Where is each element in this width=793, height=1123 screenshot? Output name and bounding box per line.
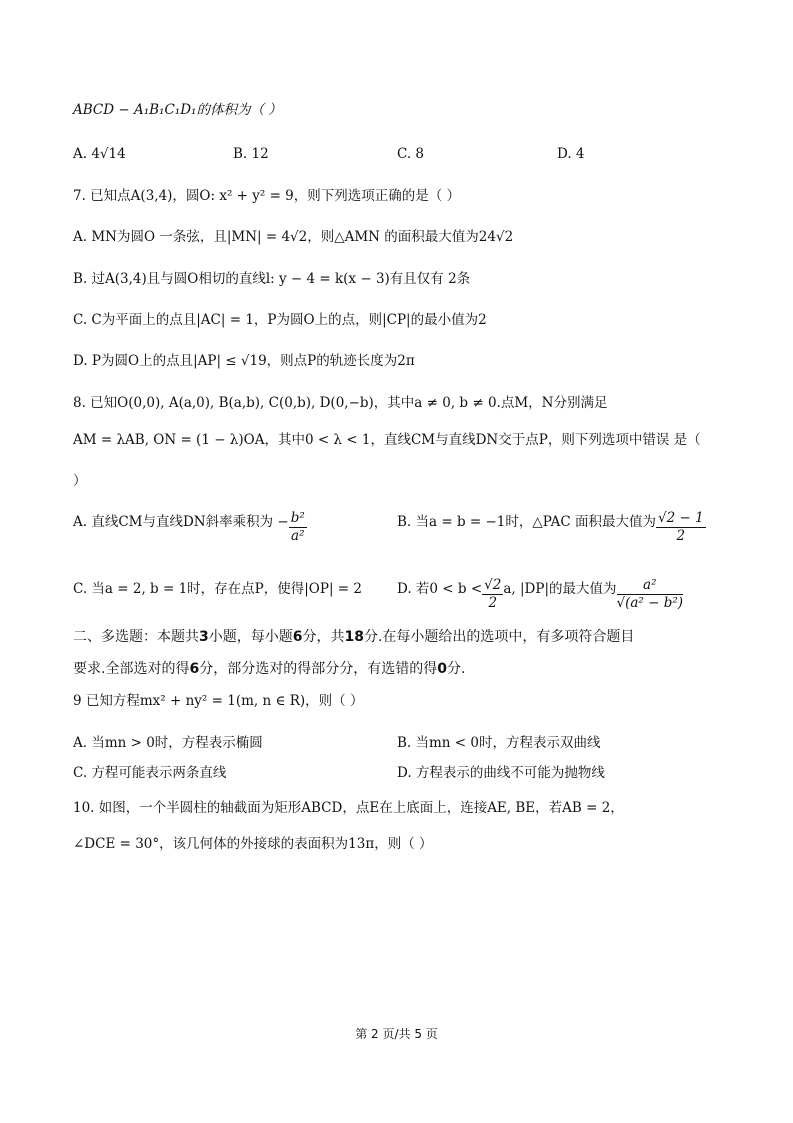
q8-option-d-num1: √2 (484, 577, 502, 593)
q7-option-d: D. P为圆O上的点且|AP| ≤ √19，则点P的轨迹长度为2π (73, 353, 415, 369)
q8-option-c: C. 当a = 2, b = 1时，存在点P，使得|OP| = 2 (73, 581, 362, 597)
q8-option-d-fraction-2 (617, 577, 684, 612)
q9-option-b: B. 当mn < 0时，方程表示双曲线 (397, 735, 601, 751)
q6-line: ABCD − A₁B₁C₁D₁的体积为（ ） (73, 102, 282, 118)
q8-option-d-den1: 2 (488, 595, 498, 611)
q8-option-a-fraction (289, 510, 307, 545)
section2-text-5: 要求.全部选对的得 (73, 661, 190, 677)
q10-line1: 10. 如图，一个半圆柱的轴截面为矩形ABCD，点E在上底面上，连接AE, BE，若AB = 2， (73, 800, 624, 816)
section2-heading-line2 (73, 659, 465, 679)
q8-option-d (397, 577, 683, 612)
q8-option-d-text: D. 若0 < b < (397, 581, 483, 597)
page-footer: 第 2 页/共 5 页 (355, 1027, 438, 1041)
q8-option-b (397, 510, 706, 545)
q8-option-d-fraction-1 (482, 577, 503, 612)
q7-option-b: B. 过A(3,4)且与圆O相切的直线l: y − 4 = k(x − 3)有且仅有 2条 (73, 271, 471, 287)
section2-points-full: 6 (189, 661, 200, 677)
q8-option-a-neg: − (277, 514, 289, 530)
section2-count-questions: 3 (199, 629, 209, 645)
q8-option-b-num: √2 − 1 (657, 510, 704, 526)
section2-text-7: 分. (446, 661, 466, 677)
q9-option-a: A. 当mn > 0时，方程表示椭圆 (73, 735, 263, 751)
q8-option-a-text: A. 直线CM与直线DN斜率乘积为 (73, 514, 274, 530)
q7-stem: 7. 已知点A(3,4)，圆O: x² + y² = 9，则下列选项正确的是（ ） (73, 188, 461, 204)
q6-option-c: C. 8 (397, 146, 425, 162)
q6-option-a: A. 4√14 (73, 146, 126, 162)
q6-option-b: B. 12 (233, 146, 269, 162)
q9-option-c: C. 方程可能表示两条直线 (73, 765, 227, 781)
q8-condition-end: ） (73, 473, 87, 489)
q8-option-a-num: b² (290, 510, 305, 526)
section2-text-2: 小题，每小题 (208, 629, 293, 645)
q9-stem: 9 已知方程mx² + ny² = 1(m, n ∈ R)，则（ ） (73, 693, 364, 709)
q9-option-d: D. 方程表示的曲线不可能为抛物线 (397, 765, 605, 781)
section2-points-each: 6 (292, 629, 303, 645)
section2-heading-line1 (73, 627, 634, 647)
q8-stem: 8. 已知O(0,0), A(a,0), B(a,b), C(0,b), D(0,−b)，其中a ≠ 0, b ≠ 0.点M，N分别满足 (73, 395, 608, 411)
section2-points-zero: 0 (437, 661, 447, 677)
q8-option-d-den2: √(a² − b²) (616, 595, 684, 611)
q10-line2: ∠DCE = 30°，该几何体的外接球的表面积为13π，则（ ） (73, 836, 433, 852)
q8-option-b-text: B. 当a = b = −1时，△PAC 面积最大值为 (397, 514, 656, 530)
q7-option-a: A. MN为圆O 一条弦，且|MN| = 4√2，则△AMN 的面积最大值为24√2 (73, 229, 514, 245)
q7-option-c: C. C为平面上的点且|AC| = 1，P为圆O上的点，则|CP|的最小值为2 (73, 312, 487, 328)
q8-condition: AM = λAB, ON = (1 − λ)OA，其中0 < λ < 1，直线CM与直线DN交于点P，则下列选项中错误 是（ (73, 432, 701, 448)
q8-option-b-den: 2 (676, 528, 686, 544)
section2-text-3: 分，共 (302, 629, 345, 645)
q8-option-d-mid: a, |DP|的最大值为 (503, 581, 617, 597)
q8-option-a (73, 510, 307, 545)
section2-text-6: 分，部分选对的得部分分，有选错的得 (199, 661, 438, 677)
q6-option-d: D. 4 (557, 146, 585, 162)
q8-option-a-den: a² (291, 528, 305, 544)
section2-text-1: 二、多选题：本题共 (73, 629, 199, 645)
q8-option-b-fraction (656, 510, 706, 545)
q8-option-d-num2: a² (617, 577, 684, 595)
section2-text-4: 分.在每小题给出的选项中，有多项符合题目 (363, 629, 635, 645)
section2-points-total: 18 (344, 629, 364, 645)
